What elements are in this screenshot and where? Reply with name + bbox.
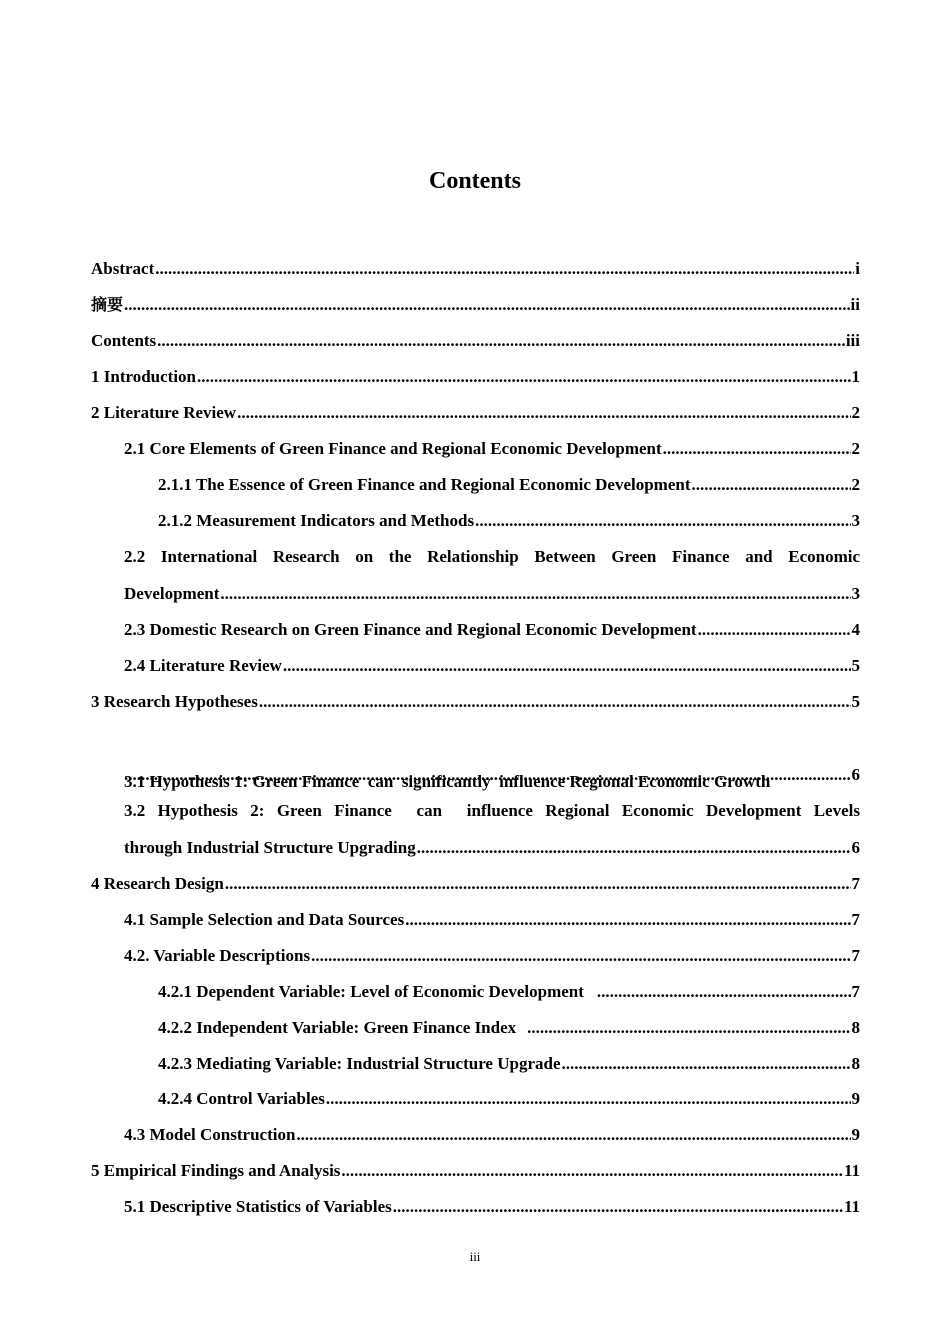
leader-dots [225, 873, 851, 895]
leader-dots [197, 366, 850, 388]
toc-entry-3-1-continued[interactable] [124, 764, 860, 786]
toc-entry-2-1-1[interactable] [158, 474, 860, 496]
toc-entry-text: 4.2.3 Mediating Variable: Industrial Structure Upgrade [158, 1054, 561, 1073]
toc-entry-text-line1: 2.2 International Research on the Relationship Between Green Finance and Economic [124, 547, 860, 566]
leader-dots [283, 655, 851, 677]
leader-dots [475, 510, 850, 532]
toc-entry-text: 4.3 Model Construction [124, 1125, 296, 1144]
toc-page-number: 11 [843, 1197, 860, 1216]
toc-entry-text: 摘要 [91, 295, 124, 314]
toc-entry-text: Contents [91, 331, 157, 350]
leader-dots [124, 764, 851, 786]
toc-entry-4-2-4[interactable] [158, 1088, 860, 1110]
toc-page-number: 8 [851, 1054, 860, 1073]
toc-entry-text: 4.2.1 Dependent Variable: Level of Economic Development [158, 982, 584, 1001]
toc-page-number: 9 [851, 1125, 860, 1144]
toc-entry-4-2[interactable] [124, 945, 860, 967]
toc-entry-text: 2 Literature Review [91, 403, 237, 422]
toc-page-number: i [855, 259, 860, 278]
toc-entry-text: Abstract [91, 259, 155, 278]
toc-entry-chinese-abstract[interactable] [91, 294, 860, 316]
leader-dots [311, 945, 850, 967]
toc-entry-4-2-1[interactable] [158, 981, 860, 1003]
toc-entry-empirical-findings[interactable] [91, 1160, 860, 1182]
toc-entry-2-3[interactable] [124, 619, 860, 641]
toc-page-number: 11 [843, 1161, 860, 1180]
toc-entry-abstract[interactable] [91, 258, 860, 280]
toc-entry-4-1[interactable] [124, 909, 860, 931]
leader-dots [692, 474, 851, 496]
toc-entry-literature-review[interactable] [91, 402, 860, 424]
toc-entry-text-line1: 3.2 Hypothesis 2: Green Finance can influence Regional Economic Development Levels [124, 801, 860, 820]
toc-entry-text: 2.1 Core Elements of Green Finance and Regional Economic Development [124, 439, 662, 458]
toc-page-number: 3 [851, 584, 860, 603]
toc-entry-text-line1: 3.1 Hypothesis 1: Green Finance can significantly influence Regional Economic Growth [124, 772, 771, 791]
toc-page-number: 8 [851, 1018, 860, 1037]
toc-page-number: 5 [851, 692, 860, 711]
toc-entry-3-2-continued[interactable] [124, 837, 860, 859]
leader-dots [562, 1053, 851, 1075]
toc-page-number: 4 [851, 620, 860, 639]
leader-dots [663, 438, 851, 460]
toc-entry-text: 3 Research Hypotheses [91, 692, 258, 711]
toc-page-number: iii [845, 331, 860, 350]
toc-entry-4-2-2[interactable] [158, 1017, 860, 1039]
leader-dots [124, 294, 850, 316]
toc-entry-text-line2: through Industrial Structure Upgrading [124, 838, 416, 857]
toc-page-number: 1 [851, 367, 860, 386]
toc-entry-4-2-3[interactable] [158, 1053, 860, 1075]
toc-page-number: 2 [851, 475, 860, 494]
toc-page-number: 2 [851, 439, 860, 458]
toc-entry-introduction[interactable] [91, 366, 860, 388]
leader-dots [698, 619, 851, 641]
leader-dots [393, 1196, 843, 1218]
toc-entry-research-design[interactable] [91, 873, 860, 895]
toc-page-number: 7 [851, 910, 860, 929]
toc-entry-2-2-continued[interactable] [124, 583, 860, 605]
toc-entry-5-1[interactable] [124, 1196, 860, 1218]
toc-entry-2-1-2[interactable] [158, 510, 860, 532]
leader-dots [417, 837, 851, 859]
toc-entry-contents[interactable] [91, 330, 860, 352]
leader-dots [237, 402, 850, 424]
page-title: Contents [428, 168, 521, 194]
toc-entry-4-3[interactable] [124, 1124, 860, 1146]
toc-page-number: 7 [851, 874, 860, 893]
toc-entry-text: 5.1 Descriptive Statistics of Variables [124, 1197, 392, 1216]
leader-dots [220, 583, 850, 605]
toc-page-number: 6 [851, 838, 860, 857]
toc-entry-text: 2.4 Literature Review [124, 656, 282, 675]
leader-dots [341, 1160, 843, 1182]
leader-dots [259, 691, 851, 713]
toc-entry-text: 4 Research Design [91, 874, 224, 893]
toc-page-number: ii [850, 295, 860, 314]
toc-page-number: 3 [851, 511, 860, 530]
leader-dots [157, 330, 845, 352]
toc-page-number: 7 [851, 946, 860, 965]
toc-entry-text: 4.2.2 Independent Variable: Green Finance Index [158, 1018, 517, 1037]
toc-entry-text: 1 Introduction [91, 367, 197, 386]
toc-entry-text: 2.1.1 The Essence of Green Finance and Regional Economic Development [158, 475, 691, 494]
toc-entry-text: 2.1.2 Measurement Indicators and Methods [158, 511, 475, 530]
toc-page-number: 6 [851, 765, 860, 784]
toc-entry-3-2[interactable] [124, 800, 860, 822]
toc-entry-2-1[interactable] [124, 438, 860, 460]
toc-entry-2-4[interactable] [124, 655, 860, 677]
leader-dots [296, 1124, 850, 1146]
toc-entry-text: 5 Empirical Findings and Analysis [91, 1161, 341, 1180]
toc-entry-text: 4.1 Sample Selection and Data Sources [124, 910, 405, 929]
page-footer-number: iii [469, 1249, 481, 1264]
leader-dots [597, 981, 851, 1003]
toc-page-number: 5 [851, 656, 860, 675]
leader-dots [527, 1017, 850, 1039]
toc-entry-text: 4.2.4 Control Variables [158, 1089, 325, 1108]
toc-page-number: 9 [851, 1089, 860, 1108]
toc-entry-text-line2: Development [124, 584, 220, 603]
toc-page-number: 2 [851, 403, 860, 422]
leader-dots [155, 258, 854, 280]
toc-entry-text: 4.2. Variable Descriptions [124, 946, 311, 965]
toc-entry-research-hypotheses[interactable] [91, 691, 860, 713]
toc-entry-2-2[interactable] [124, 546, 860, 568]
toc-entry-text: 2.3 Domestic Research on Green Finance and Regional Economic Development [124, 620, 697, 639]
leader-dots [326, 1088, 851, 1110]
toc-page-number: 7 [851, 982, 860, 1001]
leader-dots [405, 909, 850, 931]
